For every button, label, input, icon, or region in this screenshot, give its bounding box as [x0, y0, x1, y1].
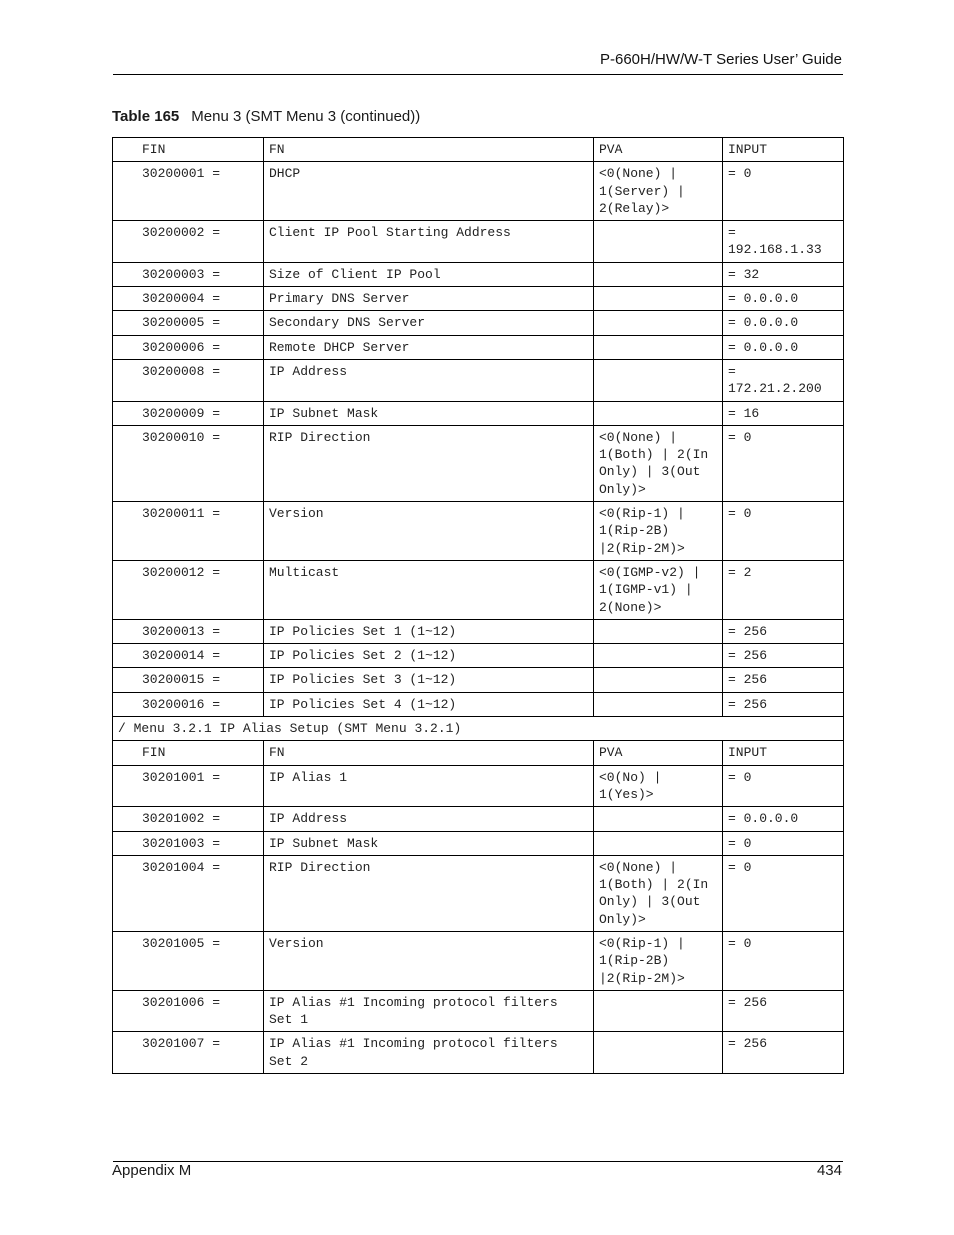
cell-input: = 256: [723, 668, 844, 692]
cell-pva: <0(None) | 1(Both) | 2(In Only) | 3(Out Only)>: [594, 425, 723, 501]
table-row: [113, 287, 844, 311]
cell-fin: 30200015 =: [113, 668, 264, 692]
cell-input: = 0.0.0.0: [723, 311, 844, 335]
cell-fn: Version: [264, 931, 594, 990]
section-title: / Menu 3.2.1 IP Alias Setup (SMT Menu 3.2.1): [113, 717, 844, 741]
cell-pva: [594, 311, 723, 335]
table-caption-label: Table 165: [112, 108, 180, 125]
cell-fin: 30200012 =: [113, 560, 264, 619]
cell-fin: 30201002 =: [113, 807, 264, 831]
cell-pva: [594, 221, 723, 263]
cell-fn: IP Subnet Mask: [264, 831, 594, 855]
cell-fin: 30200006 =: [113, 335, 264, 359]
footer-divider: [113, 1161, 843, 1162]
header-cell-input: INPUT: [723, 138, 844, 162]
cell-input: = 256: [723, 990, 844, 1032]
cell-fn: IP Alias #1 Incoming protocol filters Set 1: [264, 990, 594, 1032]
cell-pva: [594, 359, 723, 401]
header-cell-pva: PVA: [594, 138, 723, 162]
cell-pva: <0(Rip-1) | 1(Rip-2B) |2(Rip-2M)>: [594, 502, 723, 561]
section-row: [113, 717, 844, 741]
cell-pva: [594, 287, 723, 311]
table-row: [113, 765, 844, 807]
table-row: [113, 221, 844, 263]
cell-fn: IP Address: [264, 359, 594, 401]
cell-pva: [594, 990, 723, 1032]
cell-fin: 30201003 =: [113, 831, 264, 855]
table-row: [113, 990, 844, 1032]
table-row: [113, 262, 844, 286]
cell-input: = 0: [723, 502, 844, 561]
cell-fin: 30200013 =: [113, 619, 264, 643]
table-row: [113, 1032, 844, 1074]
cell-input: = 32: [723, 262, 844, 286]
table-row: [113, 644, 844, 668]
cell-fn: Multicast: [264, 560, 594, 619]
cell-pva: <0(IGMP-v2) | 1(IGMP-v1) | 2(None)>: [594, 560, 723, 619]
cell-input: = 0: [723, 831, 844, 855]
header-cell-fin: FIN: [113, 741, 264, 765]
cell-pva: [594, 807, 723, 831]
header-row: [113, 741, 844, 765]
table-caption: [112, 108, 420, 125]
cell-fn: IP Policies Set 3 (1~12): [264, 668, 594, 692]
cell-fin: 30200011 =: [113, 502, 264, 561]
cell-input: = 0.0.0.0: [723, 287, 844, 311]
cell-pva: <0(No) | 1(Yes)>: [594, 765, 723, 807]
cell-pva: <0(Rip-1) | 1(Rip-2B) |2(Rip-2M)>: [594, 931, 723, 990]
cell-pva: [594, 401, 723, 425]
table-row: [113, 807, 844, 831]
table-caption-text: Menu 3 (SMT Menu 3 (continued)): [191, 108, 421, 125]
cell-pva: <0(None) | 1(Server) | 2(Relay)>: [594, 162, 723, 221]
cell-fn: RIP Direction: [264, 855, 594, 931]
table-row: [113, 359, 844, 401]
cell-input: = 256: [723, 692, 844, 716]
cell-fn: IP Policies Set 4 (1~12): [264, 692, 594, 716]
cell-fin: 30200001 =: [113, 162, 264, 221]
cell-fin: 30201005 =: [113, 931, 264, 990]
cell-fin: 30201007 =: [113, 1032, 264, 1074]
header-cell-fn: FN: [264, 138, 594, 162]
cell-fn: IP Policies Set 1 (1~12): [264, 619, 594, 643]
cell-fn: Version: [264, 502, 594, 561]
cell-input: = 0: [723, 855, 844, 931]
cell-input: = 192.168.1.33: [723, 221, 844, 263]
cell-fin: 30200004 =: [113, 287, 264, 311]
cell-pva: [594, 262, 723, 286]
cell-fin: 30201004 =: [113, 855, 264, 931]
header-cell-pva: PVA: [594, 741, 723, 765]
header-cell-input: INPUT: [723, 741, 844, 765]
cell-fin: 30200016 =: [113, 692, 264, 716]
header-cell-fn: FN: [264, 741, 594, 765]
cell-input: = 0: [723, 765, 844, 807]
cell-input: = 0: [723, 425, 844, 501]
cell-fn: IP Subnet Mask: [264, 401, 594, 425]
cell-input: = 0: [723, 931, 844, 990]
cell-pva: [594, 1032, 723, 1074]
cell-input: = 2: [723, 560, 844, 619]
cell-fn: RIP Direction: [264, 425, 594, 501]
cell-fn: DHCP: [264, 162, 594, 221]
cell-input: = 0.0.0.0: [723, 335, 844, 359]
cell-fn: Primary DNS Server: [264, 287, 594, 311]
cell-fin: 30200010 =: [113, 425, 264, 501]
cell-fin: 30200008 =: [113, 359, 264, 401]
table-row: [113, 311, 844, 335]
cell-pva: [594, 692, 723, 716]
cell-fn: IP Alias 1: [264, 765, 594, 807]
cell-pva: [594, 335, 723, 359]
cell-fin: 30200005 =: [113, 311, 264, 335]
cell-input: = 172.21.2.200: [723, 359, 844, 401]
footer-appendix: Appendix M: [112, 1162, 192, 1179]
cell-input: = 256: [723, 644, 844, 668]
table-row: [113, 668, 844, 692]
cell-fn: Remote DHCP Server: [264, 335, 594, 359]
table-row: [113, 619, 844, 643]
header-row: [113, 138, 844, 162]
table-row: [113, 560, 844, 619]
cell-pva: [594, 619, 723, 643]
cell-fin: 30200014 =: [113, 644, 264, 668]
cell-input: = 0.0.0.0: [723, 807, 844, 831]
cell-pva: [594, 831, 723, 855]
cell-pva: <0(None) | 1(Both) | 2(In Only) | 3(Out Only)>: [594, 855, 723, 931]
header-cell-fin: FIN: [113, 138, 264, 162]
header-title: P-660H/HW/W-T Series User’ Guide: [599, 51, 842, 68]
cell-input: = 256: [723, 1032, 844, 1074]
page-number: 434: [816, 1162, 842, 1179]
table-row: [113, 931, 844, 990]
cell-fn: IP Alias #1 Incoming protocol filters Set 2: [264, 1032, 594, 1074]
cell-input: = 16: [723, 401, 844, 425]
cell-pva: [594, 668, 723, 692]
cell-pva: [594, 644, 723, 668]
table-row: [113, 502, 844, 561]
cell-fn: Size of Client IP Pool: [264, 262, 594, 286]
table-row: [113, 335, 844, 359]
table-row: [113, 401, 844, 425]
cell-input: = 0: [723, 162, 844, 221]
cell-input: = 256: [723, 619, 844, 643]
cell-fin: 30200009 =: [113, 401, 264, 425]
cell-fn: IP Address: [264, 807, 594, 831]
smt-menu-table: [112, 137, 844, 1074]
cell-fn: IP Policies Set 2 (1~12): [264, 644, 594, 668]
table-row: [113, 425, 844, 501]
table-row: [113, 692, 844, 716]
cell-fn: Secondary DNS Server: [264, 311, 594, 335]
table-row: [113, 831, 844, 855]
cell-fin: 30201006 =: [113, 990, 264, 1032]
cell-fn: Client IP Pool Starting Address: [264, 221, 594, 263]
cell-fin: 30201001 =: [113, 765, 264, 807]
header-divider: [113, 74, 843, 75]
table-row: [113, 855, 844, 931]
table-row: [113, 162, 844, 221]
cell-fin: 30200003 =: [113, 262, 264, 286]
cell-fin: 30200002 =: [113, 221, 264, 263]
